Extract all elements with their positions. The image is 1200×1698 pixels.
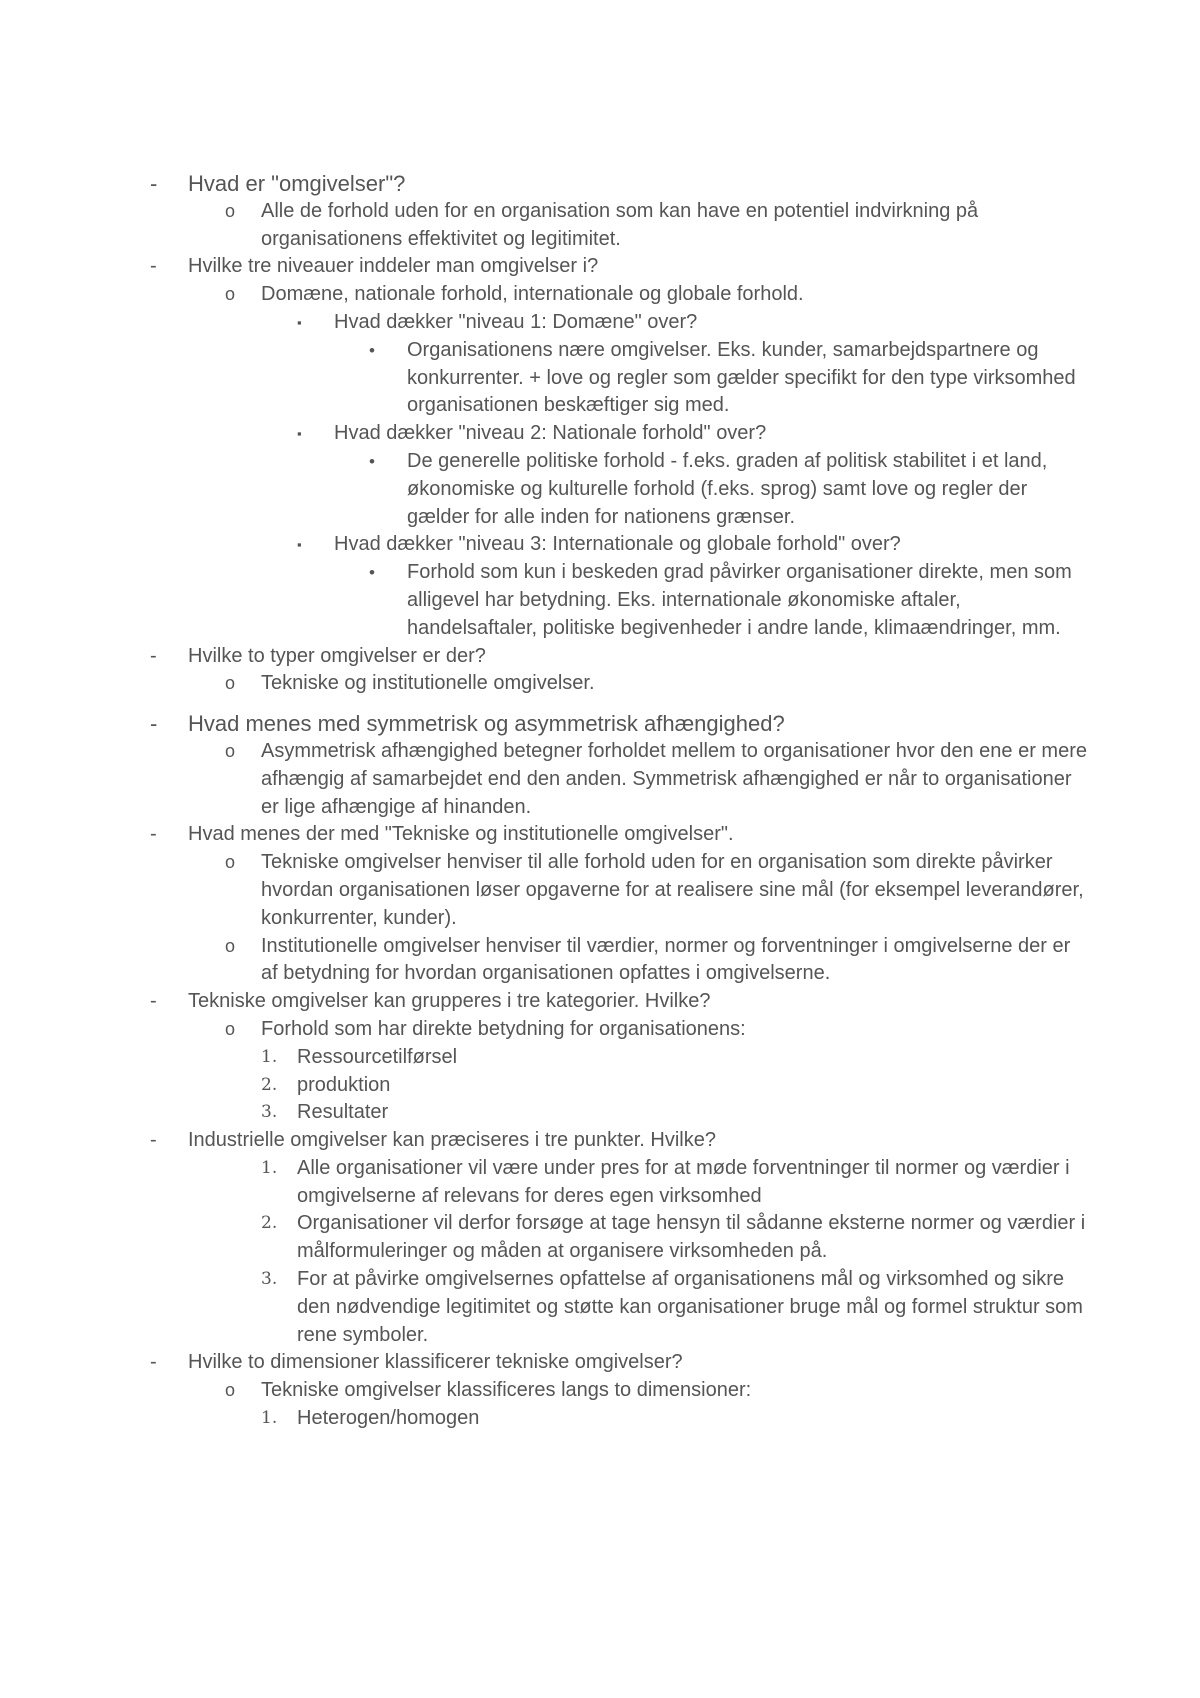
answer-item <box>0 198 1200 254</box>
item-number: 1. <box>261 1408 278 1429</box>
question-text: Hvad menes med symmetrisk og asymmetrisk afhængighed? <box>188 711 785 737</box>
item-text: Heterogen/homogen <box>297 1407 480 1430</box>
item-text: produktion <box>297 1073 391 1096</box>
dash-marker: - <box>150 644 157 667</box>
item-number: 3. <box>261 1269 278 1290</box>
question-text: Hvilke tre niveauer inddeler man omgivelser i? <box>188 255 599 278</box>
dot-bullet-icon: • <box>369 340 375 360</box>
square-bullet-icon: ▪ <box>297 426 302 442</box>
question-industrielle <box>0 1127 1200 1155</box>
question-tekniske-institutionelle <box>0 821 1200 849</box>
sub-question <box>0 309 1200 337</box>
answer-item <box>0 1377 1200 1405</box>
answer-text: Alle de forhold uden for en organisation som kan have en potentiel indvirkning på organisationens effektivitet og legitimitet. <box>261 199 979 250</box>
answer-text: Tekniske omgivelser henviser til alle forhold uden for en organisation som direkte påvirker hvordan organisationen løser opgaverne for at realisere sine mål (for eksempel leverandører, konkurrenter, kunder). <box>261 851 1084 929</box>
item-number: 1. <box>261 1157 278 1178</box>
dash-marker: - <box>150 1129 157 1152</box>
dash-marker: - <box>150 1351 157 1374</box>
square-bullet-icon: ▪ <box>297 314 302 330</box>
dash-marker: - <box>150 823 157 846</box>
question-niveauer <box>0 253 1200 281</box>
spacer <box>0 698 1200 710</box>
question-afhaengighed <box>0 710 1200 738</box>
sub-answer-text: De generelle politiske forhold - f.eks. graden af politisk stabilitet i et land, økonomiske og kulturelle forhold (f.eks. sprog) samt love og regler der gælder for alle inden for nationens grænser. <box>407 449 1048 528</box>
sub-answer-text: Organisationens nære omgivelser. Eks. kunder, samarbejdspartnere og konkurrenter. + love og regler som gælder specifikt for den type virksomhed organisationen beskæftiger sig med. <box>407 338 1076 417</box>
question-dimensioner <box>0 1349 1200 1377</box>
numbered-item <box>0 1210 1200 1266</box>
question-typer <box>0 643 1200 671</box>
question-omgivelser <box>0 170 1200 198</box>
circle-bullet-icon: o <box>225 673 236 694</box>
question-text: Tekniske omgivelser kan grupperes i tre kategorier. Hvilke? <box>188 990 711 1013</box>
dash-marker: - <box>150 255 157 278</box>
sub-answer-text: Forhold som kun i beskeden grad påvirker organisationer direkte, men som alligevel har betydning. Eks. internationale økonomiske aftaler, handelsaftaler, politiske begivenheder i andre lande, klimaændringer, mm. <box>407 561 1072 639</box>
answer-item <box>0 849 1200 932</box>
item-number: 1. <box>261 1046 278 1067</box>
numbered-item <box>0 1044 1200 1072</box>
sub-question <box>0 420 1200 448</box>
numbered-item <box>0 1099 1200 1127</box>
dot-bullet-icon: • <box>369 451 375 471</box>
numbered-item <box>0 1072 1200 1100</box>
dash-marker: - <box>150 711 158 737</box>
question-text: Hvilke to dimensioner klassificerer tekniske omgivelser? <box>188 1351 683 1374</box>
question-text: Hvad menes der med "Tekniske og institutionelle omgivelser". <box>188 823 734 846</box>
circle-bullet-icon: o <box>225 1018 236 1039</box>
sub-question-text: Hvad dækker "niveau 2: Nationale forhold" over? <box>334 422 767 445</box>
answer-item <box>0 1016 1200 1044</box>
sub-answer <box>0 559 1200 642</box>
item-number: 2. <box>261 1074 278 1095</box>
sub-answer <box>0 337 1200 420</box>
circle-bullet-icon: o <box>225 740 236 761</box>
dot-bullet-icon: • <box>369 563 375 583</box>
circle-bullet-icon: o <box>225 200 236 221</box>
item-number: 2. <box>261 1213 278 1234</box>
circle-bullet-icon: o <box>225 935 236 956</box>
circle-bullet-icon: o <box>225 1380 236 1401</box>
answer-text: Asymmetrisk afhængighed betegner forholdet mellem to organisationer hvor den ene er mere afhængig af samarbejdet end den anden. Symmetrisk afhængighed er når to organisationer er lige afhængige af hinanden. <box>261 739 1087 818</box>
answer-text: Domæne, nationale forhold, internationale og globale forhold. <box>261 283 804 306</box>
question-kategorier <box>0 988 1200 1016</box>
answer-item <box>0 670 1200 698</box>
circle-bullet-icon: o <box>225 852 236 873</box>
sub-question-text: Hvad dækker "niveau 3: Internationale og globale forhold" over? <box>334 533 901 556</box>
numbered-item <box>0 1405 1200 1433</box>
question-text: Hvad er "omgivelser"? <box>188 171 406 196</box>
question-text: Hvilke to typer omgivelser er der? <box>188 644 486 667</box>
sub-answer <box>0 448 1200 531</box>
answer-text: Institutionelle omgivelser henviser til værdier, normer og forventninger i omgivelserne der er af betydning for hvordan organisationen opfattes i omgivelserne. <box>261 934 1071 985</box>
dash-marker: - <box>150 990 157 1013</box>
question-text: Industrielle omgivelser kan præciseres i tre punkter. Hvilke? <box>188 1129 716 1152</box>
sub-question-text: Hvad dækker "niveau 1: Domæne" over? <box>334 310 698 333</box>
answer-item <box>0 281 1200 309</box>
square-bullet-icon: ▪ <box>297 537 302 553</box>
item-text: Ressourcetilførsel <box>297 1045 458 1068</box>
dash-marker: - <box>150 171 158 196</box>
sub-question <box>0 531 1200 559</box>
item-text: For at påvirke omgivelsernes opfattelse af organisationens mål og virksomhed og sikre den nødvendige legitimitet og støtte kan organisationer bruge mål og formel struktur som rene symboler. <box>297 1268 1083 1346</box>
notes-list <box>0 170 1200 1433</box>
item-text: Alle organisationer vil være under pres for at møde forventninger til normer og værdier i omgivelserne af relevans for deres egen virksomhed <box>297 1156 1070 1207</box>
item-text: Resultater <box>297 1101 389 1124</box>
answer-text: Tekniske og institutionelle omgivelser. <box>261 672 595 695</box>
circle-bullet-icon: o <box>225 284 236 305</box>
answer-item <box>0 738 1200 821</box>
item-text: Organisationer vil derfor forsøge at tage hensyn til sådanne eksterne normer og værdier i målformuleringer og måden at organisere virksomheden på. <box>297 1212 1086 1263</box>
answer-text: Forhold som har direkte betydning for organisationens: <box>261 1017 746 1040</box>
answer-text: Tekniske omgivelser klassificeres langs to dimensioner: <box>261 1379 752 1402</box>
answer-item <box>0 933 1200 989</box>
item-number: 3. <box>261 1102 278 1123</box>
numbered-item <box>0 1155 1200 1211</box>
numbered-item <box>0 1266 1200 1349</box>
